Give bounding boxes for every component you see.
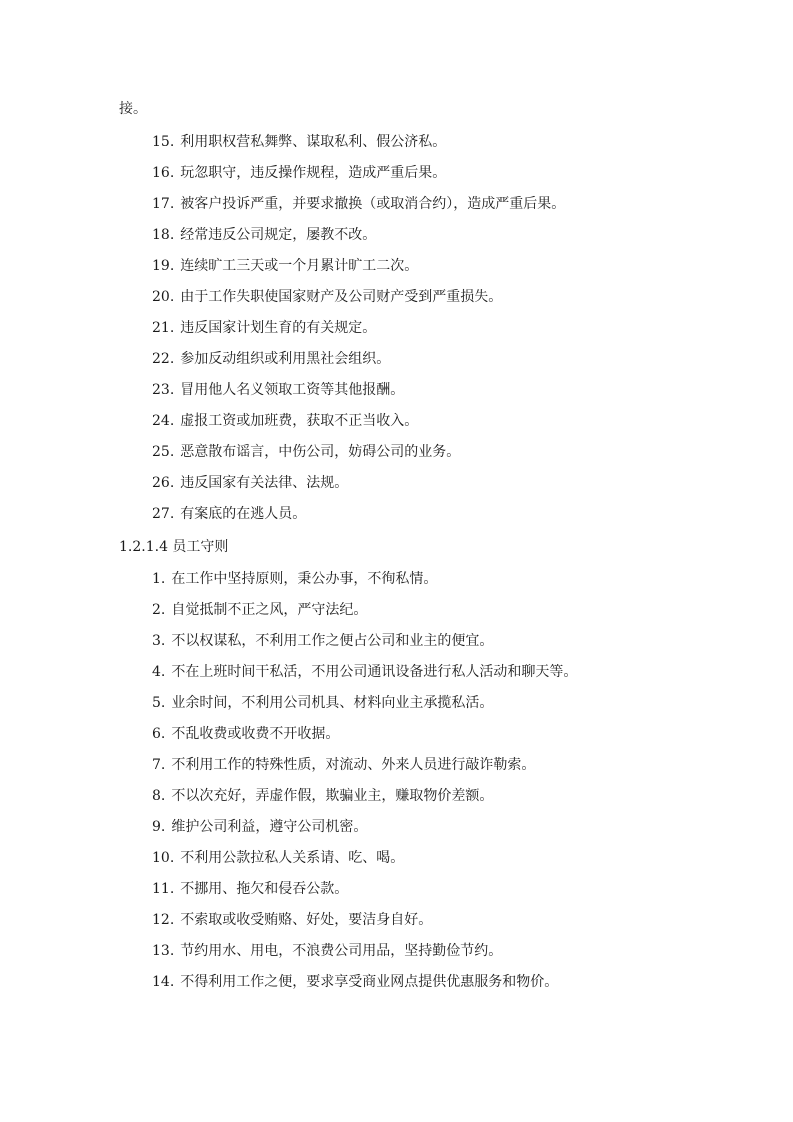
item-number: 6.: [152, 726, 166, 742]
item-number: 5.: [152, 695, 166, 711]
list-item: [152, 442, 460, 462]
item-text: 经常违反公司规定，屡教不改。: [180, 227, 377, 243]
item-number: 11.: [152, 881, 175, 897]
item-number: 1.: [152, 571, 166, 587]
list-item: [152, 349, 390, 369]
item-text: 虚报工资或加班费，获取不正当收入。: [180, 413, 419, 429]
list-item: [152, 411, 418, 431]
list-item: [152, 631, 493, 651]
item-number: 27.: [152, 506, 175, 522]
item-number: 19.: [152, 258, 175, 274]
item-text: 不利用工作的特殊性质，对流动、外来人员进行敲诈勒索。: [171, 757, 536, 773]
item-number: 3.: [152, 633, 166, 649]
list-item: [152, 941, 502, 961]
continuation-text: 接。: [119, 101, 147, 117]
item-text: 不索取或收受贿赂、好处，要洁身自好。: [180, 912, 433, 928]
list-item: [152, 194, 565, 214]
item-text: 被客户投诉严重，并要求撤换（或取消合约），造成严重后果。: [180, 196, 566, 212]
item-text: 违反国家计划生育的有关规定。: [180, 320, 377, 336]
section-heading: 1.2.1.4 员工守则: [119, 539, 229, 555]
item-number: 20.: [152, 289, 175, 305]
item-number: 16.: [152, 165, 175, 181]
list-item: [152, 163, 446, 183]
item-text: 不以次充好，弄虚作假，欺骗业主，赚取物价差额。: [171, 788, 494, 804]
item-number: 22.: [152, 351, 175, 367]
item-number: 8.: [152, 788, 166, 804]
item-text: 节约用水、用电，不浪费公司用品，坚持勤俭节约。: [180, 943, 503, 959]
item-number: 7.: [152, 757, 166, 773]
item-number: 25.: [152, 444, 175, 460]
list-item: [152, 287, 502, 307]
item-number: 18.: [152, 227, 175, 243]
item-text: 参加反动组织或利用黑社会组织。: [180, 351, 391, 367]
item-text: 业余时间，不利用公司机具、材料向业主承揽私活。: [171, 695, 494, 711]
item-text: 利用职权营私舞弊、谋取私利、假公济私。: [180, 134, 447, 150]
item-number: 21.: [152, 320, 175, 336]
item-number: 4.: [152, 664, 166, 680]
item-text: 违反国家有关法律、法规。: [180, 475, 349, 491]
list-item: [152, 848, 404, 868]
item-number: 9.: [152, 819, 166, 835]
list-item: [152, 256, 418, 276]
item-text: 不挪用、拖欠和侵吞公款。: [180, 881, 349, 897]
item-number: 13.: [152, 943, 175, 959]
list-item: [152, 380, 404, 400]
item-text: 不乱收费或收费不开收据。: [171, 726, 340, 742]
list-item: [152, 786, 493, 806]
item-text: 连续旷工三天或一个月累计旷工二次。: [180, 258, 419, 274]
item-text: 玩忽职守，违反操作规程，造成严重后果。: [180, 165, 447, 181]
list-item: [152, 910, 432, 930]
item-text: 不得利用工作之便，要求享受商业网点提供优惠服务和物价。: [180, 974, 559, 990]
list-item: [152, 132, 446, 152]
item-number: 17.: [152, 196, 175, 212]
item-number: 24.: [152, 413, 175, 429]
item-number: 15.: [152, 134, 175, 150]
list-item: [152, 724, 339, 744]
item-number: 14.: [152, 974, 175, 990]
item-number: 10.: [152, 850, 175, 866]
item-text: 不以权谋私，不利用工作之便占公司和业主的便宜。: [171, 633, 494, 649]
item-number: 23.: [152, 382, 175, 398]
item-text: 由于工作失职使国家财产及公司财产受到严重损失。: [180, 289, 503, 305]
item-text: 恶意散布谣言，中伤公司，妨碍公司的业务。: [180, 444, 461, 460]
item-number: 26.: [152, 475, 175, 491]
list-item: [152, 693, 493, 713]
list-item: [152, 473, 348, 493]
list-item: [152, 662, 577, 682]
item-text: 不在上班时间干私活，不用公司通讯设备进行私人活动和聊天等。: [171, 664, 578, 680]
list-item: [152, 504, 306, 524]
list-item: [152, 569, 437, 589]
list-item: [152, 972, 558, 992]
list-item: [152, 755, 535, 775]
list-item: [152, 318, 376, 338]
item-text: 冒用他人名义领取工资等其他报酬。: [180, 382, 405, 398]
list-item: [152, 817, 367, 837]
item-number: 12.: [152, 912, 175, 928]
item-text: 维护公司利益，遵守公司机密。: [171, 819, 368, 835]
list-item: [152, 225, 376, 245]
item-text: 在工作中坚持原则，秉公办事，不徇私情。: [171, 571, 438, 587]
item-text: 有案底的在逃人员。: [180, 506, 307, 522]
list-item: [152, 879, 348, 899]
item-number: 2.: [152, 602, 166, 618]
list-item: [152, 600, 367, 620]
item-text: 不利用公款拉私人关系请、吃、喝。: [180, 850, 405, 866]
item-text: 自觉抵制不正之风，严守法纪。: [171, 602, 368, 618]
